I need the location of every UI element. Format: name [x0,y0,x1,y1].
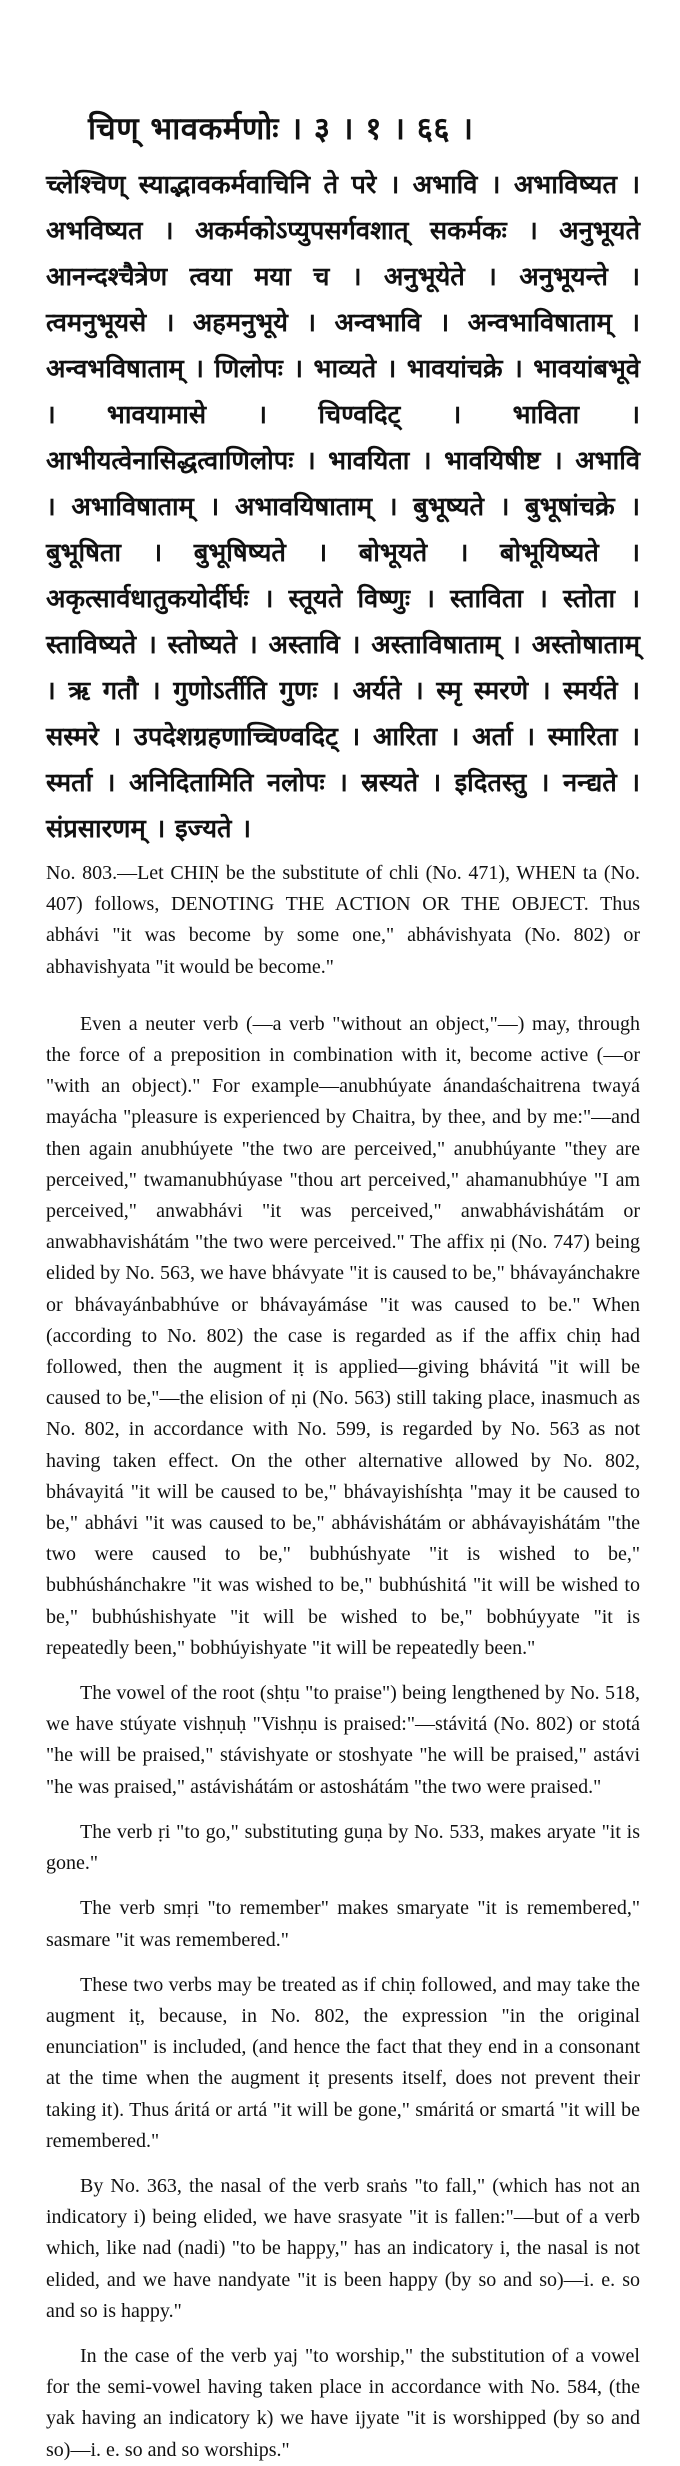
smri-verb-paragraph: The verb smṛi "to remember" makes smaryate "it is remembered," sasmare "it was remembered." [46,1897,640,1951]
augment-it-paragraph: These two verbs may be treated as if chiṇ followed, and may take the augment iṭ, because, in No. 802, the expression "in the original enunciation" is included, (and hence the fact that they end in a consonant at the time when the augment iṭ presents itself, does not prevent their taking it). Thus áritá or artá "it will be gone," smáritá or smartá "it will be remembered." [46,1973,640,2152]
stu-root-paragraph: The vowel of the root (shṭu "to praise") being lengthened by No. 518, we have stúyate vishṇuḥ "Vishṇu is praised:"—stávitá (No. 802) or stotá "he will be praised," stávishyate or stoshyate "he will be praised," astávi "he was praised," astávishátám or astoshátám "the two were praised." [46,1682,640,1798]
srans-nasal-paragraph: By No. 363, the nasal of the verb sraṅs "to fall," (which has not an indicatory i) being elided, we have srasyate "it is fallen:"—but of a verb which, like nad (nadi) "to be happy," has an indicatory i, the nasal is not elided, and we have nandyate "it is been happy (by so and so)—i. e. so and so is happy." [46,2174,640,2322]
rule-803-paragraph: No. 803.—Let CHIṆ be the substitute of chli (No. 471), WHEN ta (No. 407) follows, DENOTING THE ACTION OR THE OBJECT. Thus abhávi "it was become by some one," abhávishyata (No. 802) or abhavishyata "it would be become." [46,862,640,978]
ri-verb-paragraph: The verb ṛi "to go," substituting guṇa by No. 533, makes aryate "it is gone." [46,1820,640,1875]
sanskrit-commentary: च्लेश्चिण् स्याद्भावकर्मवाचिनि ते परे । अभावि । अभाविष्यत । अभविष्यत । अकर्मकोऽप्युपसर्गवशात् सकर्मकः । अनुभूयते आनन्दश्चैत्रेण त्वया मया च । अनुभूयेते । अनुभूयन्ते । त्वमनुभूयसे । अहमनुभूये । अन्वभावि । अन्वभाविषाताम् । अन्वभविषाताम् । णिलोपः । भाव्यते । भावयांचक्रे । भावयांबभूवे । भावयामासे । चिण्वदिट् । भाविता । आभीयत्वेनासिद्धत्वाणिलोपः । भावयिता । भावयिषीष्ट । अभावि । अभाविषाताम् । अभावयिषाताम् । बुभूष्यते । बुभूषांचक्रे । बुभूषिता । बुभूषिष्यते । बोभूयते । बोभूयिष्यते । अकृत्सार्वधातुकयोर्दीर्घः । स्तूयते विष्णुः । स्ताविता । स्तोता । स्ताविष्यते । स्तोष्यते । अस्तावि । अस्ताविषाताम् । अस्तोषाताम् । ऋ गतौ । गुणोऽर्तीति गुणः । अर्यते । स्मृ स्मरणे । स्मर्यते । सस्मरे । उपदेशग्रहणाच्चिण्वदिट् । आरिता । अर्ता । स्मारिता । स्मर्ता । अनिदितामिति नलोपः । स्रस्यते । इदितस्तु । नन्द्यते । संप्रसारणम् । इज्यते । [46,170,640,844]
sutra-heading: चिण् भावकर्मणोः । ३ । १ । ६६ । [88,111,474,147]
neuter-verb-paragraph: Even a neuter verb (—a verb "without an object,"—) may, through the force of a preposition in combination with it, become active (—or "with an object)." For example—anubhúyate ánandaśchaitrena twayá mayácha "pleasure is experienced by Chaitra, by thee, and by me:"—and then again anubhúyete "the two are perceived," anubhúyante "they are perceived," twamanubhúyase "thou art perceived," ahamanubhúye "I am perceived," anwabhávi "it was perceived," anwabhávishátám or anwabhavishátám "the two were perceived." The affix ṇi (No. 747) being elided by No. 563, we have bhávyate "it is caused to be," bhávayánchakre or bhávayánbabhúve or bhávayámáse "it was caused to be." When (according to No. 802) the case is regarded as if the affix chiṇ had followed, then the augment iṭ is applied—giving bhávitá "it will be caused to be,"—the elision of ṇi (No. 563) still taking place, inasmuch as No. 802, in accordance with No. 599, is regarded by No. 563 as not having taken effect. On the other alternative allowed by No. 802, bhávayitá "it will be caused to be," bhávayishíshṭa "may it be caused to be," abhávi "it was caused to be," abhávishátám or abhávayishátám "the two were caused to be," bubhúshyate "it is wished to be," bubhúshánchakre "it was wished to be," bubhúshitá "it will be wished to be," bubhúshishyate "it will be wished to be," bobhúyyate "it is repeatedly been," bobhúyishyate "it will be repeatedly been." [46,1012,640,1659]
yaj-verb-paragraph: In the case of the verb yaj "to worship," the substitution of a vowel for the semi-vowel having taken place in accordance with No. 584, (the yak having an indicatory k) we have ijyate "it is worshipped (by so and so)—i. e. so and so worships." [46,2344,640,2461]
